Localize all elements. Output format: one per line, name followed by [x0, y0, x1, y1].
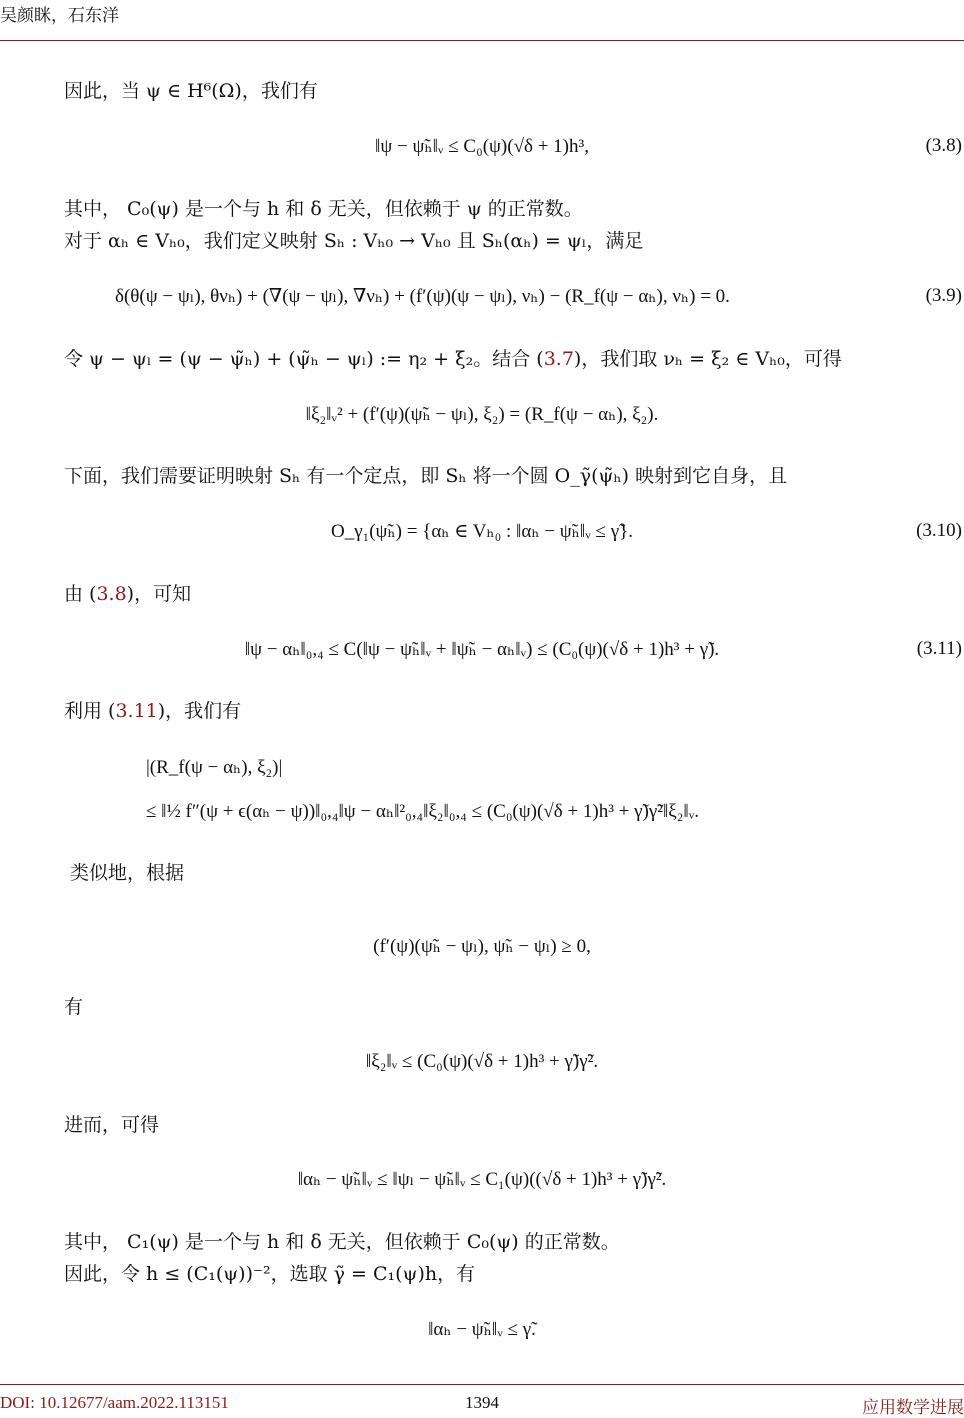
equation-reference-link[interactable]: 3.8 [96, 583, 127, 605]
text-segment: 令 ψ − ψₗ = (ψ − ψ̃ₕ) + (ψ̃ₕ − ψₗ) := η₂ + ξ₂。结合 ( [64, 348, 544, 370]
header-rule [0, 40, 964, 41]
text-line: 下面，我们需要证明映射 Sₕ 有一个定点，即 Sₕ 将一个圆 O_γ̃(ψ̃ₕ) 映射到它自身，且 [64, 465, 788, 487]
text-line: 因此，当 ψ ∈ H⁶(Ω)，我们有 [64, 80, 318, 102]
equation-number: (3.9) [925, 285, 962, 306]
text-line [64, 344, 842, 371]
equation-3-11: ‖ψ − αₕ‖₀,₄ ≤ C(‖ψ − ψ̃ₕ‖ᵥ + ‖ψ̃ₕ − αₕ‖ᵥ) ≤ (C₀(ψ)(√δ + 1)h³ + γ̃). [244, 639, 720, 660]
footer-journal-name[interactable]: 应用数学进展 [862, 1398, 964, 1417]
text-segment: 利用 ( [64, 700, 116, 722]
equation-reference-link[interactable]: 3.7 [543, 348, 574, 370]
text-segment: )，我们有 [157, 700, 242, 722]
footer-doi-link[interactable]: DOI: 10.12677/aam.2022.113151 [0, 1393, 229, 1412]
equation-unnumbered: ‖αₕ − ψ̃ₕ‖ᵥ ≤ ‖ψₗ − ψ̃ₕ‖ᵥ ≤ C₁(ψ)((√δ + 1)h³ + γ̃)γ̃². [297, 1169, 667, 1190]
equation-3-8: ‖ψ − ψ̃ₕ‖ᵥ ≤ C₀(ψ)(√δ + 1)h³, [375, 136, 589, 157]
text-segment: )，可知 [126, 583, 192, 605]
equation-multiline-row2: ≤ ‖½ f″(ψ + ϵ(αₕ − ψ))‖₀,₄‖ψ − αₕ‖²₀,₄‖ξ₂‖₀,₄ ≤ (C₀(ψ)(√δ + 1)h³ + γ̃)γ̃²‖ξ₂‖ᵥ. [146, 801, 700, 822]
footer-page-number: 1394 [465, 1393, 499, 1412]
running-header-authors: 吴颜眯，石东洋 [0, 6, 119, 26]
equation-3-9: δ(θ(ψ − ψₗ), θνₕ) + (∇(ψ − ψₗ), ∇νₕ) + (f′(ψ)(ψ − ψₗ), νₕ) − (R_f(ψ − αₕ), νₕ) = 0. [115, 286, 730, 307]
equation-number: (3.11) [916, 638, 962, 659]
text-line: 有 [64, 996, 84, 1018]
text-line: 类似地，根据 [70, 862, 185, 884]
text-segment: 由 ( [64, 583, 97, 605]
equation-unnumbered: (f′(ψ)(ψ̃ₕ − ψₗ), ψ̃ₕ − ψₗ) ≥ 0, [373, 936, 591, 957]
footer-rule [0, 1384, 964, 1385]
text-line: 其中， C₀(ψ) 是一个与 h 和 δ 无关，但依赖于 ψ 的正常数。 [64, 198, 583, 220]
equation-number: (3.10) [916, 520, 962, 541]
equation-unnumbered: ‖ξ₂‖ᵥ ≤ (C₀(ψ)(√δ + 1)h³ + γ̃)γ̃². [365, 1051, 599, 1072]
equation-multiline-row1: |(R_f(ψ − αₕ), ξ₂)| [146, 757, 283, 778]
text-line: 进而，可得 [64, 1114, 160, 1136]
text-segment: )，我们取 νₕ = ξ₂ ∈ Vₕ₀，可得 [573, 348, 842, 370]
equation-number: (3.8) [925, 135, 962, 156]
equation-unnumbered: ‖αₕ − ψ̃ₕ‖ᵥ ≤ γ̃. [428, 1319, 536, 1340]
equation-3-10: O_γ₁(ψ̃ₕ) = {αₕ ∈ Vₕ₀ : ‖αₕ − ψ̃ₕ‖ᵥ ≤ γ̃}. [330, 521, 634, 542]
text-line [64, 579, 191, 606]
text-line: 因此，令 h ≤ (C₁(ψ))⁻²，选取 γ̃ = C₁(ψ)h，有 [64, 1263, 476, 1285]
equation-reference-link[interactable]: 3.11 [115, 700, 158, 722]
text-line [64, 696, 241, 723]
text-line: 其中， C₁(ψ) 是一个与 h 和 δ 无关，但依赖于 C₀(ψ) 的正常数。 [64, 1231, 620, 1253]
equation-unnumbered: ‖ξ₂‖ᵥ² + (f′(ψ)(ψ̃ₕ − ψₗ), ξ₂) = (R_f(ψ − αₕ), ξ₂). [305, 404, 659, 425]
text-line: 对于 αₕ ∈ Vₕ₀，我们定义映射 Sₕ : Vₕ₀ → Vₕ₀ 且 Sₕ(αₕ) = ψₗ，满足 [64, 230, 644, 252]
